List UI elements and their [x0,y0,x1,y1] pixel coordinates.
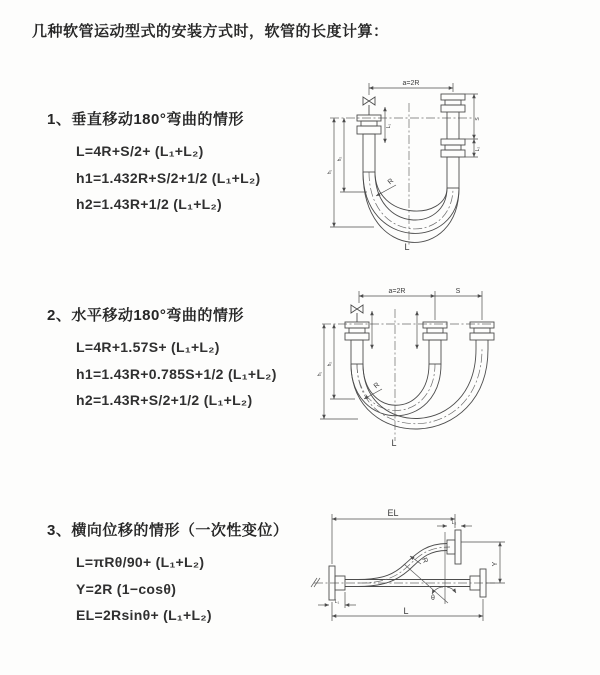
formula-y: Y=2R (1−cosθ) [76,580,177,597]
label-l1: L₁ [386,123,392,129]
section-1-heading: 1、垂直移动180°弯曲的情形 [47,111,244,128]
formula-length: L=4R+S/2+ (L₁+L₂) [76,143,204,159]
label-a2r: a=2R [402,80,420,87]
formula-h1: h1=1.43R+0.785S+1/2 (L₁+L₂) [76,365,277,382]
section-2-formulas [47,334,277,414]
section-3-formulas [47,549,288,629]
hose-s-curve [358,544,450,587]
left-pipe-fitting [357,115,381,172]
diagram-3-svg [300,504,600,636]
centerlines [330,103,474,245]
diagram-vertical-u-bend [312,75,598,261]
section-2-heading: 2、水平移动180°弯曲的情形 [47,307,244,324]
label-s: S [475,117,481,121]
formula-h2: h2=1.43R+1/2 (L₁+L₂) [76,196,223,212]
diagram-2-svg [310,281,600,465]
section-3-heading: 3、横向位移的情形（一次性变位） [47,522,289,539]
hose-curves [363,172,459,242]
diagram-lateral-displacement [300,504,600,636]
label-h2: h₂ [327,361,333,367]
label-r: R [372,381,382,391]
formula-el: EL=2Rsinθ+ (L₁+L₂) [76,607,212,623]
diagram-1-svg [312,75,598,261]
formula-length: L=4R+1.57S+ (L₁+L₂) [76,339,220,355]
label-l: L [391,438,397,448]
dimension-lines [320,291,482,419]
right-pipe-fitting [470,322,494,349]
label-s: S [455,288,461,295]
formula-h1: h1=1.432R+S/2+1/2 (L₁+L₂) [76,169,261,186]
label-el: EL [387,508,399,518]
section-1-formulas [47,138,261,218]
label-theta: θ [431,595,435,602]
middle-pipe-fitting [423,322,447,364]
page-title: 几种软管运动型式的安装方式时，软管的长度计算： [32,23,389,40]
label-r: R [386,177,396,187]
formula-length: L=πRθ/90+ (L₁+L₂) [76,554,205,570]
centerlines [322,309,492,441]
label-r: R [420,556,429,565]
section-vertical-movement [47,108,261,218]
label-l2: L₂ [451,520,457,526]
label-l: L [403,606,409,616]
formula-h2: h2=1.43R+S/2+1/2 (L₁+L₂) [76,392,253,408]
label-a2r: a=2R [388,288,406,295]
left-pipe-fitting [345,322,369,364]
section-lateral-displacement [47,519,288,629]
label-l2: L₂ [475,146,481,152]
right-pipe-fitting [441,94,465,188]
section-horizontal-movement [47,304,277,414]
label-y: Y [492,561,499,567]
label-l1: L₁ [334,599,340,605]
hose-curves [351,349,488,429]
diagram-horizontal-u-bend [310,281,600,465]
label-h1: h₁ [327,169,333,175]
valve-icon [363,97,375,115]
dimension-labels [327,80,481,252]
dimension-labels [335,508,499,616]
label-h2: h₂ [337,156,343,162]
label-h1: h₁ [317,371,323,377]
label-l: L [404,242,410,252]
valve-icon [351,305,363,322]
